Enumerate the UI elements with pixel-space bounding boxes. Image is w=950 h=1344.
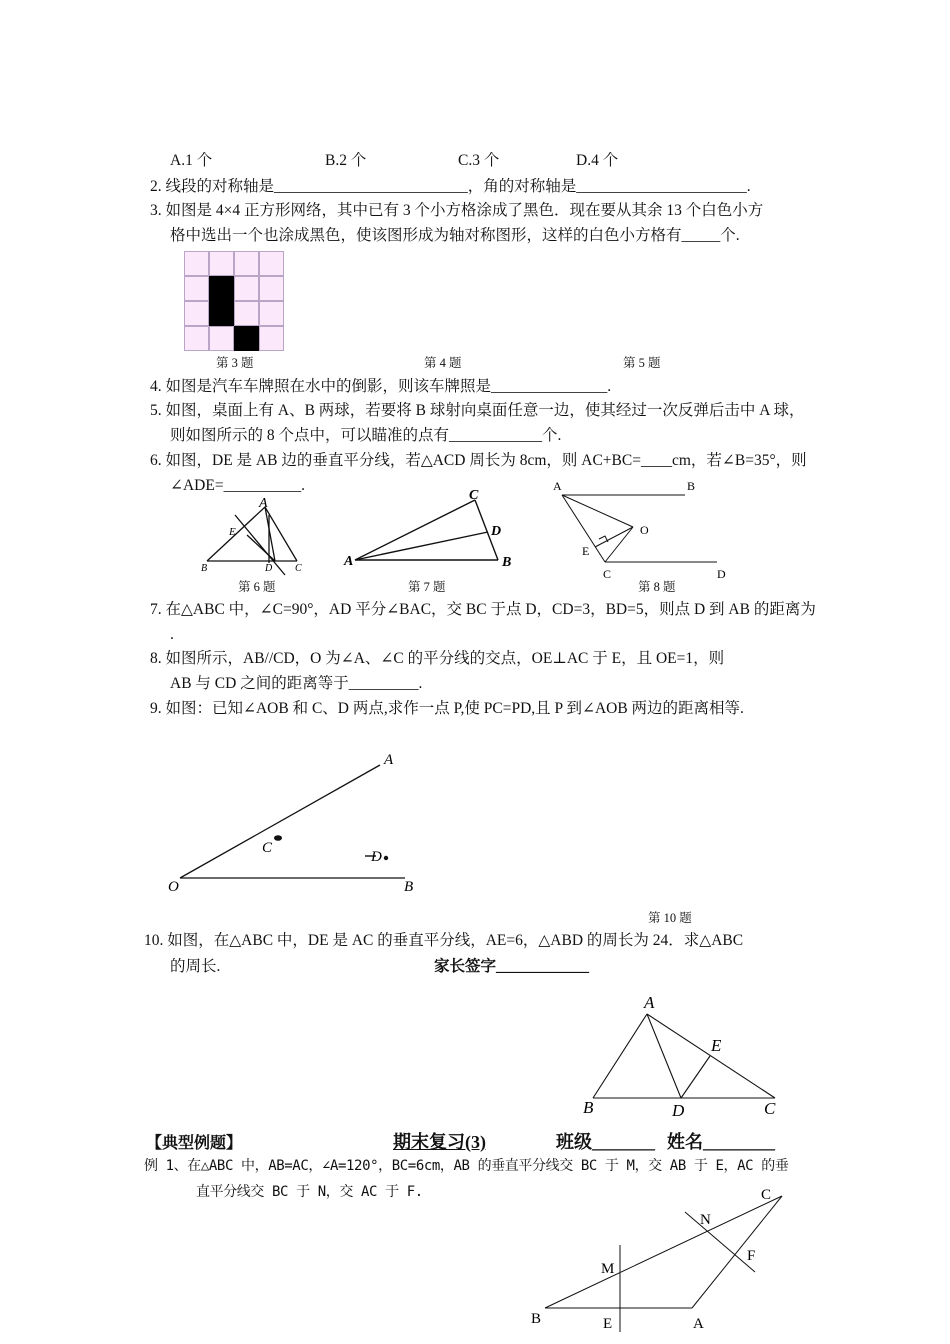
grid-cell-white [259, 301, 284, 326]
question-10-line2: 的周长. [170, 958, 221, 975]
fig10-label-e: E [711, 1036, 722, 1055]
caption-q4: 第 4 题 [424, 356, 462, 370]
question-8-line1: 8. 如图所示，AB//CD，O 为∠A、∠C 的平分线的交点，OE⊥AC 于 E，且 OE=1，则 [150, 650, 725, 667]
fig10-label-b: B [583, 1098, 594, 1117]
q1-option-d: D.4 个 [576, 152, 619, 169]
example-1-line2: 直平分线交 BC 于 N，交 AC 于 F. [196, 1184, 423, 1200]
fig10-label-a: A [644, 993, 655, 1012]
fig9-point-c [274, 835, 282, 841]
ex1-label-b: B [531, 1311, 542, 1327]
question-9: 9. 如图：已知∠AOB 和 C、D 两点,求作一点 P,使 PC=PD,且 P 到∠AOB 两边的距离相等. [150, 700, 744, 717]
caption-q10: 第 10 题 [648, 911, 692, 925]
question-3-line2: 格中选出一个也涂成黑色，使该图形成为轴对称图形，这样的白色小方格有_____个. [170, 227, 740, 244]
fig7-label-d: D [491, 524, 502, 539]
fig6-label-b: B [201, 563, 208, 574]
grid-cell-white [259, 251, 284, 276]
question-4: 4. 如图是汽车车牌照在水中的倒影，则该车牌照是_______________. [150, 378, 612, 395]
caption-q8: 第 8 题 [638, 580, 676, 594]
fig9-label-a: A [384, 752, 394, 768]
figure-8 [545, 475, 735, 585]
fig10-label-c: C [764, 1099, 776, 1118]
grid-cell-black [209, 276, 234, 301]
q1-option-b: B.2 个 [325, 152, 367, 169]
ex1-label-n: N [700, 1212, 711, 1228]
question-6-line2: ∠ADE=__________. [170, 477, 305, 494]
ex1-label-c: C [761, 1187, 772, 1203]
question-7-line2: . [170, 626, 174, 643]
fig6-label-d: D [265, 563, 273, 574]
question-6-line1: 6. 如图，DE 是 AB 边的垂直平分线，若△ACD 周长为 8cm，则 AC+BC=____cm，若∠B=35°，则 [150, 452, 807, 469]
class-label: 班级_______ [556, 1132, 655, 1152]
figure-example-1 [525, 1182, 795, 1332]
fig9-label-o: O [168, 879, 179, 895]
question-7-line1: 7. 在△ABC 中，∠C=90°，AD 平分∠BAC，交 BC 于点 D，CD=3，BD=5，则点 D 到 AB 的距离为 [150, 601, 816, 618]
fig8-label-b: B [687, 479, 696, 493]
fig8-label-o: O [640, 523, 649, 537]
figure-6 [195, 495, 310, 580]
grid-cell-white [234, 251, 259, 276]
example-1-line1: 例 1、在△ABC 中，AB=AC，∠A=120°，BC=6cm，AB 的垂直平分线交 BC 于 M，交 AB 于 E，AC 的垂 [144, 1158, 789, 1174]
caption-q5: 第 5 题 [623, 356, 661, 370]
question-5-line1: 5. 如图，桌面上有 A、B 两球，若要将 B 球射向桌面任意一边，使其经过一次反弹后击中 A 球， [150, 402, 805, 419]
question-8-line2: AB 与 CD 之间的距离等于_________. [170, 675, 423, 692]
figure-9 [160, 745, 430, 900]
grid-cell-white [209, 251, 234, 276]
review-title: 期末复习(3) [393, 1132, 486, 1152]
grid-cell-white [184, 301, 209, 326]
fig7-label-c: C [469, 488, 479, 503]
q1-option-c: C.3 个 [458, 152, 500, 169]
caption-q6: 第 6 题 [238, 580, 276, 594]
fig9-label-b: B [404, 879, 414, 895]
grid-cell-black [209, 301, 234, 326]
fig9-label-c: C [262, 840, 273, 856]
ex1-label-a: A [693, 1316, 704, 1332]
figure-7 [340, 485, 520, 575]
fig6-label-e: E [229, 526, 236, 538]
fig6-label-c: C [295, 563, 302, 574]
fig10-label-d: D [672, 1101, 685, 1120]
fig7-label-b: B [502, 555, 512, 570]
grid-cell-white [209, 326, 234, 351]
question-3-line1: 3. 如图是 4×4 正方形网络，其中已有 3 个小方格涂成了黑色．现在要从其余 13 个白色小方 [150, 202, 764, 219]
grid-cell-white [184, 276, 209, 301]
figure-10 [575, 990, 795, 1120]
fig8-label-a: A [553, 479, 562, 493]
question-10-line1: 10. 如图，在△ABC 中，DE 是 AC 的垂直平分线，AE=6，△ABD 的周长为 24．求△ABC [144, 932, 744, 949]
caption-q7: 第 7 题 [408, 580, 446, 594]
question-2: 2. 线段的对称轴是_________________________，角的对称轴是______________________. [150, 178, 751, 195]
fig8-label-e: E [582, 544, 590, 558]
parent-signature: 家长签字____________ [434, 958, 590, 975]
fig7-label-a: A [344, 554, 354, 569]
q1-option-a: A.1 个 [170, 152, 213, 169]
ex1-label-e: E [603, 1316, 613, 1332]
fig6-label-a: A [259, 496, 268, 511]
grid-cell-white [184, 326, 209, 351]
ex1-label-m: M [601, 1261, 615, 1277]
question-5-line2: 则如图所示的 8 个点中，可以瞄准的点有____________个. [170, 427, 562, 444]
grid-cell-white [259, 326, 284, 351]
fig9-point-d [384, 856, 388, 860]
fig8-label-d: D [717, 567, 726, 581]
section-header: 【典型例题】 [146, 1133, 243, 1152]
grid-cell-white [259, 276, 284, 301]
figure-3-grid [184, 251, 284, 351]
grid-cell-white [234, 276, 259, 301]
ex1-label-f: F [747, 1248, 756, 1264]
grid-cell-white [184, 251, 209, 276]
name-label: 姓名________ [667, 1132, 775, 1152]
caption-q3: 第 3 题 [216, 356, 254, 370]
grid-cell-white [234, 301, 259, 326]
fig8-label-c: C [603, 567, 612, 581]
fig9-label-d: D [371, 849, 382, 865]
grid-cell-black [234, 326, 259, 351]
